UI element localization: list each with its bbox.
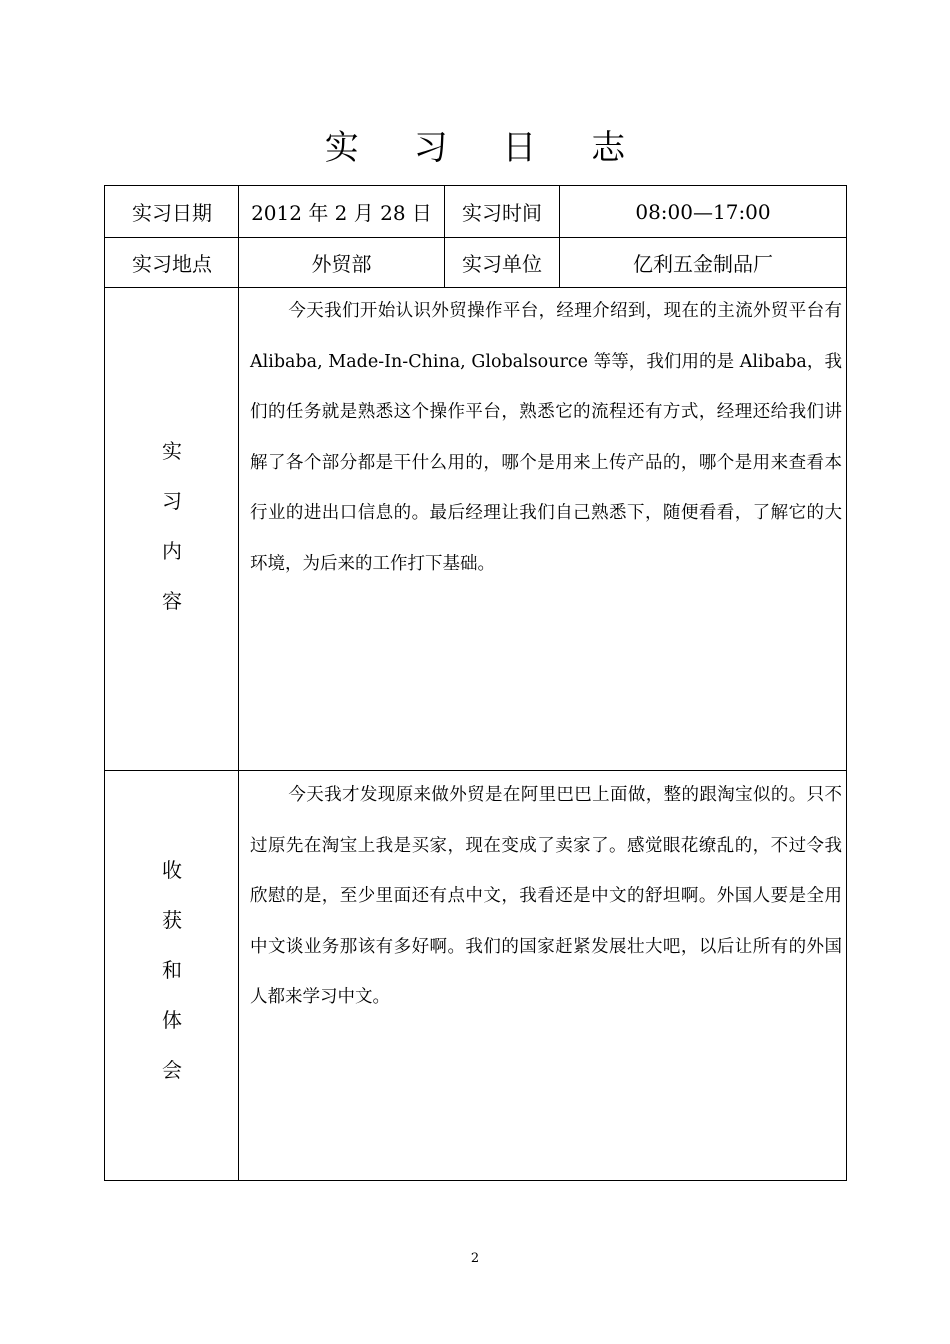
- page-title: 实 习 日 志: [324, 128, 648, 168]
- page-number: 2: [470, 1251, 480, 1266]
- reflection-label: [105, 845, 239, 1095]
- reflection-paragraph: 今天我才发现原来做外贸是在阿里巴巴上面做，整的跟淘宝似的。只不过原先在淘宝上我是买家，现在变成了卖家了。感觉眼花缭乱的，不过令我欣慰的是，至少里面还有点中文，我看还是中文的舒坦啊。外国人要是全用中文谈业务那该有多好啊。我们的国家赶紧发展壮大吧，以后让所有的外国人都来学习中文。: [250, 785, 842, 1007]
- reflection-label-char: 会: [162, 1058, 182, 1082]
- unit-value: 亿利五金制品厂: [633, 252, 773, 276]
- content-paragraph: 今天我们开始认识外贸操作平台，经理介绍到，现在的主流外贸平台有 Alibaba, Made-In-China, Globalsource 等等，我们用的是 Alibaba，我们的任务就是熟悉这个操作平台，熟悉它的流程还有方式，经理还给我们讲解了各个部分都是干什么用的，哪个是用来上传产品的，哪个是用来查看本行业的进出口信息的。最后经理让我们自己熟悉下，随便看看，了解它的大环境，为后来的工作打下基础。: [250, 301, 842, 574]
- reflection-label-char: 收: [162, 858, 182, 882]
- content-label: [105, 426, 239, 626]
- content-label-char: 实: [162, 439, 182, 463]
- date-value: 2012 年 2 月 28 日: [251, 201, 432, 225]
- reflection-label-char: 获: [162, 908, 182, 932]
- date-label: 实习日期: [132, 201, 212, 225]
- time-value: 08:00—17:00: [635, 199, 771, 224]
- content-label-char: 习: [162, 489, 182, 513]
- log-table: [104, 185, 847, 1181]
- content-label-char: 容: [162, 589, 182, 613]
- reflection-text: [250, 770, 842, 1023]
- unit-label: 实习单位: [462, 252, 542, 276]
- content-text: [250, 286, 842, 589]
- place-label: 实习地点: [132, 252, 212, 276]
- content-label-char: 内: [162, 539, 182, 563]
- reflection-label-char: 和: [162, 958, 182, 982]
- time-label: 实习时间: [462, 201, 542, 225]
- reflection-label-char: 体: [162, 1008, 182, 1032]
- place-value: 外贸部: [311, 252, 372, 276]
